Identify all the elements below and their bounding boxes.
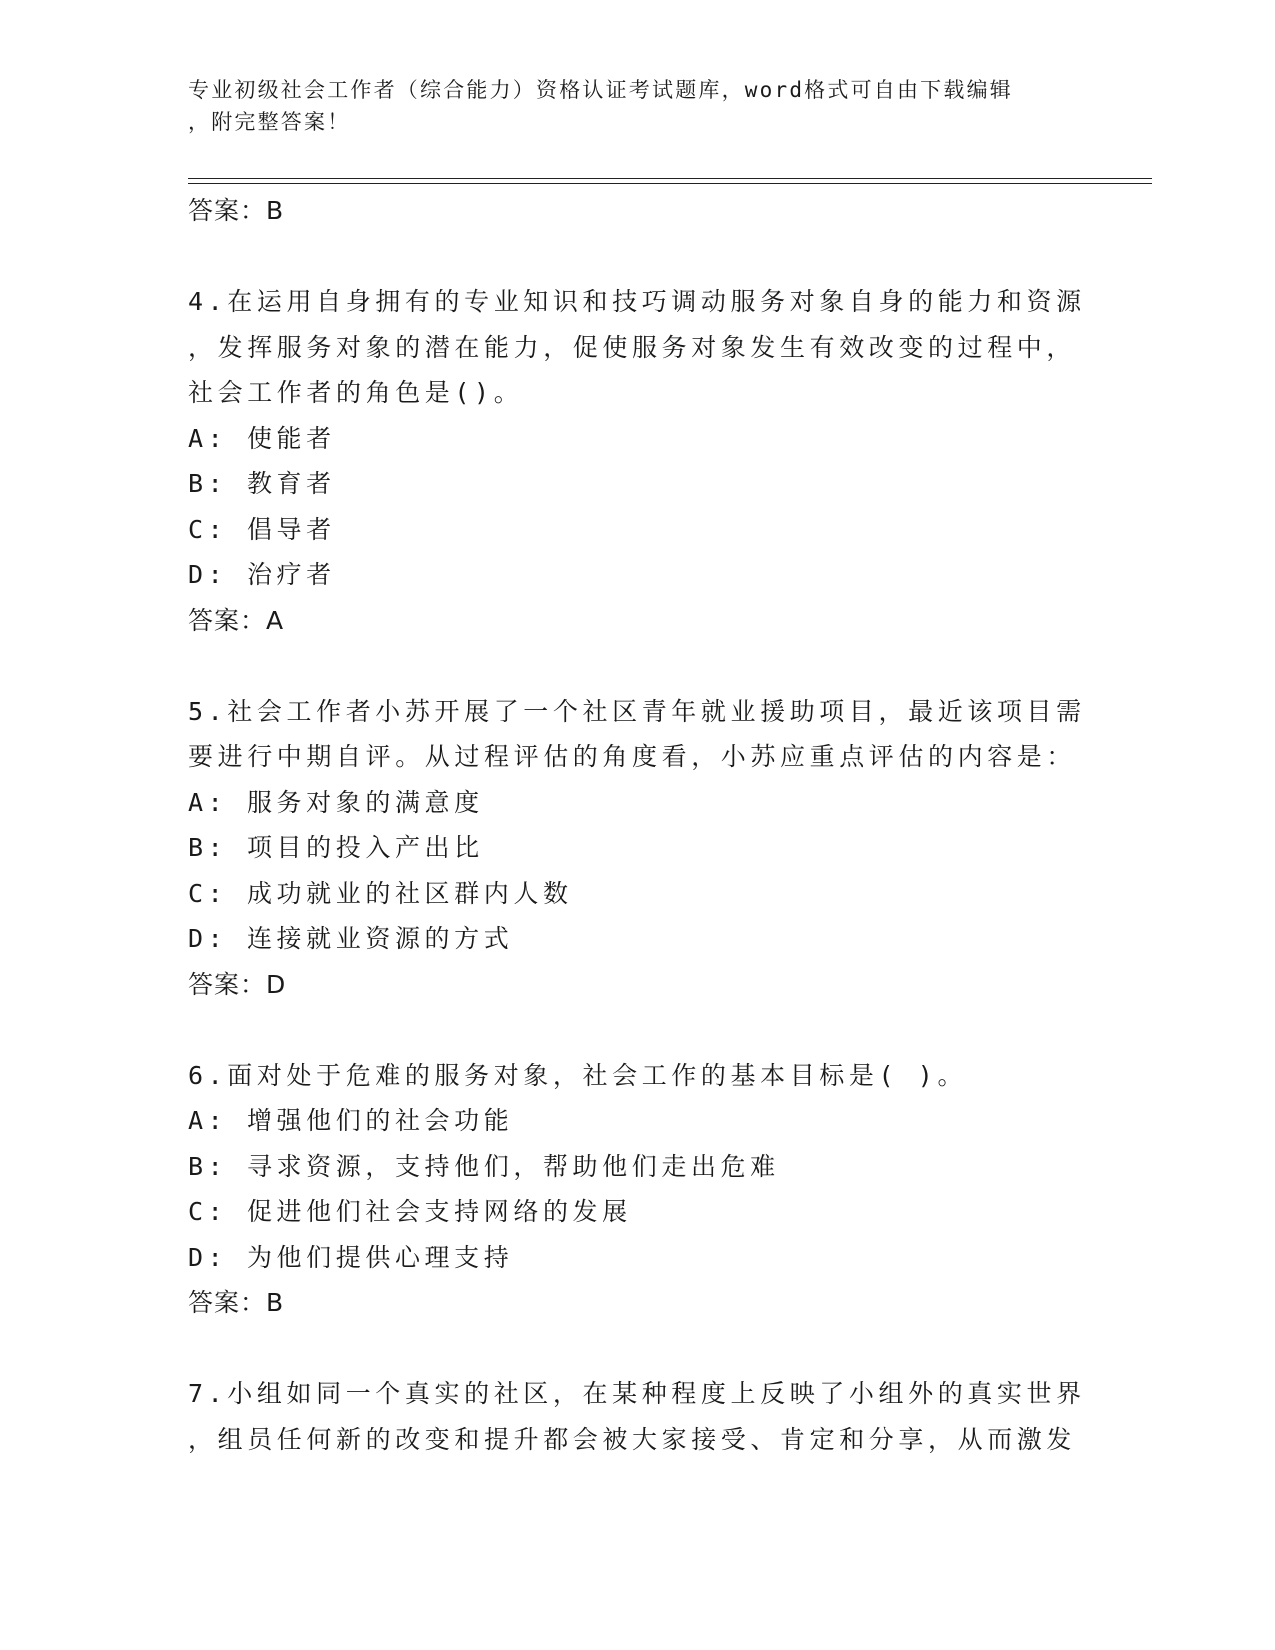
spacer <box>188 1007 1088 1053</box>
question-5 <box>188 689 1088 1008</box>
answer-line: 答案：B <box>188 1288 285 1317</box>
question-text-line: ，组员任何新的改变和提升都会被大家接受、肯定和分享，从而激发 <box>188 1424 1077 1454</box>
answer-line: 答案：A <box>188 605 285 635</box>
question-4 <box>188 279 1088 643</box>
question-7 <box>188 1371 1088 1462</box>
answer-line: 答案：D <box>188 969 287 999</box>
previous-answer: 答案：B <box>188 196 285 225</box>
question-text-line: 4.在运用自身拥有的专业知识和技巧调动服务对象自身的能力和资源 <box>188 287 1086 316</box>
option-b: B: 项目的投入产出比 <box>188 833 484 862</box>
option-b: B: 寻求资源，支持他们，帮助他们走出危难 <box>188 1151 780 1181</box>
header-line-1: 专业初级社会工作者（综合能力）资格认证考试题库，word格式可自由下载编辑 <box>188 78 1013 102</box>
option-c: C: 促进他们社会支持网络的发展 <box>188 1197 632 1226</box>
option-d: D: 连接就业资源的方式 <box>188 924 514 953</box>
option-a: A: 使能者 <box>188 423 336 453</box>
page-header <box>188 74 1088 138</box>
spacer <box>188 643 1088 689</box>
option-a: A: 服务对象的满意度 <box>188 787 484 817</box>
header-divider-bottom <box>188 183 1152 184</box>
header-divider-top <box>188 178 1152 179</box>
spacer <box>188 1326 1088 1372</box>
question-text-line: 要进行中期自评。从过程评估的角度看，小苏应重点评估的内容是： <box>188 742 1077 771</box>
spacer <box>188 234 1088 280</box>
header-line-2: ，附完整答案！ <box>188 110 351 134</box>
question-text-line: 7.小组如同一个真实的社区，在某种程度上反映了小组外的真实世界 <box>188 1379 1086 1408</box>
option-d: D: 为他们提供心理支持 <box>188 1242 514 1272</box>
question-text-line: 5.社会工作者小苏开展了一个社区青年就业援助项目，最近该项目需 <box>188 696 1086 726</box>
option-c: C: 成功就业的社区群内人数 <box>188 878 573 908</box>
question-text-line: ，发挥服务对象的潜在能力，促使服务对象发生有效改变的过程中， <box>188 332 1077 362</box>
option-d: D: 治疗者 <box>188 560 336 589</box>
question-text-line: 6.面对处于危难的服务对象，社会工作的基本目标是( )。 <box>188 1060 968 1090</box>
question-text-line: 社会工作者的角色是()。 <box>188 378 524 407</box>
option-b: B: 教育者 <box>188 469 336 498</box>
question-list <box>188 188 1088 1462</box>
question-6 <box>188 1053 1088 1326</box>
option-c: C: 倡导者 <box>188 514 336 544</box>
option-a: A: 增强他们的社会功能 <box>188 1106 514 1135</box>
